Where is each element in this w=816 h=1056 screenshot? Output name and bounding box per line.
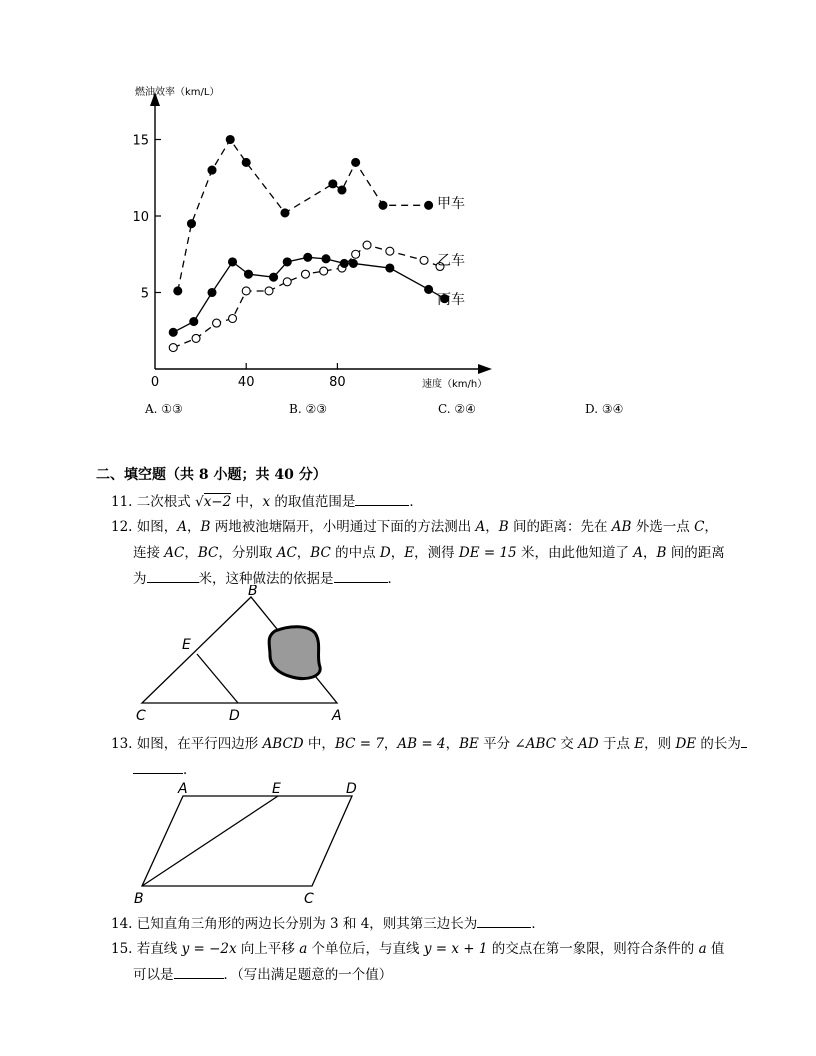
q15-a2: a	[698, 941, 707, 957]
series-0-point-8	[352, 158, 360, 166]
series-2-point-3	[229, 258, 237, 266]
q12-t6: 外选一点	[631, 519, 695, 535]
q12-AC2: AC	[276, 545, 297, 561]
section-title: 二、填空题（共 8 小题；共 40 分）	[96, 467, 327, 483]
fig13-label-d: D	[346, 781, 357, 797]
fuel-efficiency-chart	[130, 78, 500, 393]
fig12-label-a: A	[332, 708, 342, 724]
series-2-point-9	[340, 259, 348, 267]
q11-number: 11.	[111, 494, 133, 510]
series-1-point-10	[352, 250, 360, 258]
q12-BC2: BC	[310, 545, 331, 561]
question-15	[111, 936, 724, 988]
q12-t2: ，	[187, 519, 201, 535]
series-1-point-5	[265, 287, 273, 295]
q14-end: ．	[531, 916, 545, 932]
segment-de	[197, 654, 238, 703]
q12-A3: A	[633, 545, 643, 561]
q12-t1: 12. 如图，	[111, 519, 178, 535]
q12-AC: AC	[164, 545, 185, 561]
series-1-point-1	[192, 334, 200, 342]
series-2	[169, 253, 448, 336]
q12-A2: A	[475, 519, 486, 535]
series-0-point-4	[242, 158, 250, 166]
fig12-label-b: B	[248, 585, 258, 599]
parallelogram-abcd	[142, 796, 352, 886]
q11-end: ．	[409, 494, 423, 510]
q11-text-b: 中，	[231, 494, 263, 510]
q11-var: x	[262, 494, 271, 510]
q12-D: D	[379, 545, 391, 561]
q13-line-1	[111, 731, 747, 757]
fig13-label-a: A	[178, 781, 188, 797]
series-2-point-4	[244, 270, 252, 278]
q12-t18: 为	[133, 571, 147, 587]
series-1-point-12	[386, 247, 394, 255]
series-1-point-3	[229, 315, 237, 323]
series-1-point-11	[363, 241, 371, 249]
q15-t3: 个单位后，与直线	[307, 941, 424, 957]
q12-t11: ，	[296, 545, 311, 561]
q12-t4: ，	[485, 519, 499, 535]
fig12-label-e: E	[182, 637, 191, 653]
q15-line-2	[111, 962, 724, 988]
question-13	[111, 731, 747, 783]
chart-axes	[150, 92, 492, 374]
series-2-point-11	[386, 264, 394, 272]
fig13-label-e: E	[272, 781, 281, 797]
x-tick-label-40: 40	[237, 375, 255, 390]
q12-line-1	[111, 514, 725, 540]
q13-AD: AD	[578, 736, 599, 752]
question-14	[111, 911, 545, 937]
q12-t15: 米，由此他知道了	[516, 545, 634, 561]
series-2-point-7	[304, 253, 312, 261]
q12-line-2	[111, 540, 725, 566]
q11-radical: √x−2	[195, 494, 232, 510]
q15-t2: 向上平移	[236, 941, 300, 957]
q13-E: E	[634, 736, 645, 752]
q12-DE: DE = 15	[458, 545, 517, 561]
q12-E: E	[404, 545, 415, 561]
q13-BE: BE	[459, 736, 479, 752]
fig13-label-c: C	[304, 891, 314, 907]
q11-text-c: 的取值范围是	[270, 494, 356, 510]
q13-AB: AB = 4	[397, 736, 446, 752]
series-2-point-6	[283, 258, 291, 266]
y-axis-label: 燃油效率（km/L）	[135, 87, 220, 98]
q15-t1: 15. 若直线	[111, 941, 182, 957]
fig12-label-d: D	[229, 708, 240, 724]
q11-text-a: 二次根式	[136, 494, 196, 510]
q12-t7: ，	[704, 519, 718, 535]
q12-C: C	[694, 519, 705, 535]
series-label-2: 丙车	[437, 292, 465, 308]
series-1-point-0	[169, 344, 177, 352]
q12-B2: B	[498, 519, 509, 535]
chart-labels	[132, 85, 487, 390]
q13-t1: 13. 如图，在平行四边形	[111, 736, 263, 752]
q15-a: a	[299, 941, 308, 957]
q12-B3: B	[656, 545, 667, 561]
q11-answer-blank[interactable]	[355, 491, 409, 506]
q12-t9: ，	[184, 545, 198, 561]
q12-t20: ．	[387, 571, 401, 587]
choice-a[interactable]: A. ①③	[145, 402, 183, 416]
q15-eq1: y = −2x	[181, 941, 237, 957]
origin-label: 0	[150, 375, 160, 390]
q15-answer-blank[interactable]	[174, 964, 224, 979]
series-2-point-1	[190, 318, 198, 326]
series-2-point-2	[208, 289, 216, 297]
q13-DE: DE	[675, 736, 697, 752]
q13-ABCD: ABCD	[262, 736, 304, 752]
figure-12-triangle	[130, 585, 360, 725]
q12-t8: 连接	[133, 545, 165, 561]
series-1-point-6	[283, 278, 291, 286]
series-2-point-5	[270, 273, 278, 281]
q12-t16: ，	[643, 545, 657, 561]
q13-t4: ，	[445, 736, 460, 752]
series-0-point-9	[379, 201, 387, 209]
q13-angle: ∠ABC	[514, 736, 557, 752]
series-1-point-8	[320, 267, 328, 275]
q13-t8: ，则	[644, 736, 676, 752]
q12-t13: ，	[390, 545, 405, 561]
question-11	[111, 489, 423, 515]
series-label-1: 乙车	[437, 253, 465, 269]
choice-c[interactable]: C. ②④	[438, 402, 476, 416]
y-tick-label-15: 15	[132, 133, 149, 149]
q12-answer-blank-1[interactable]	[147, 568, 199, 583]
y-tick-label-10: 10	[132, 210, 149, 225]
series-0-point-2	[208, 166, 216, 174]
choice-d[interactable]: D. ③④	[585, 402, 624, 416]
series-0-point-7	[338, 186, 346, 194]
fig13-label-b: B	[134, 891, 144, 907]
q12-A: A	[177, 519, 188, 535]
q12-t3: 两地被池塘隔开，小明通过下面的方法测出	[210, 519, 476, 535]
q12-t12: 的中点	[330, 545, 380, 561]
q13-end: ．	[183, 762, 197, 778]
series-1-point-2	[213, 319, 221, 327]
q15-line-1	[111, 936, 724, 962]
series-1-point-4	[242, 287, 250, 295]
q13-t2: 中，	[303, 736, 335, 752]
q13-answer-blank[interactable]	[133, 759, 183, 774]
series-0-point-6	[329, 180, 337, 188]
series-0-point-5	[281, 209, 289, 217]
series-1-point-13	[420, 256, 428, 264]
x-tick-label-80: 80	[329, 375, 346, 390]
q12-BC: BC	[197, 545, 219, 561]
series-0-point-1	[187, 220, 195, 228]
q13-t6: 交	[556, 736, 579, 752]
q13-t9: 的长为	[696, 736, 741, 752]
fig12-label-c: C	[136, 708, 146, 724]
q15-t7: ．（写出满足题意的一个值）	[223, 967, 393, 983]
series-0-point-3	[226, 136, 234, 144]
q12-answer-blank-2[interactable]	[334, 568, 388, 583]
series-2-point-10	[349, 259, 357, 267]
choice-b[interactable]: B. ②③	[289, 402, 327, 416]
q12-B: B	[200, 519, 211, 535]
q13-answer-blank-start[interactable]	[741, 733, 747, 748]
q13-t5: 平分	[478, 736, 515, 752]
q12-t5: 间的距离：先在	[508, 519, 612, 535]
q12-t14: ，测得	[414, 545, 459, 561]
q12-t19: 米，这种做法的依据是	[198, 571, 334, 587]
q15-t4: 的交点在第一象限，则符合条件的	[487, 941, 699, 957]
q13-t3: ，	[383, 736, 398, 752]
pond-shape	[269, 627, 320, 679]
question-12	[111, 514, 725, 592]
figure-13-parallelogram	[130, 778, 370, 908]
q15-eq2: y = x + 1	[423, 941, 488, 957]
series-label-0: 甲车	[437, 196, 465, 212]
q14-answer-blank[interactable]	[477, 913, 531, 928]
series-0-point-0	[174, 287, 182, 295]
y-tick-label-5: 5	[140, 286, 149, 302]
q12-t17: 间的距离	[666, 545, 725, 561]
q15-t5: 值	[706, 941, 725, 957]
x-axis-arrow	[478, 364, 492, 374]
q12-t10: ，分别取	[218, 545, 277, 561]
chart-series	[169, 136, 448, 352]
series-1-point-7	[301, 270, 309, 278]
x-axis-label: 速度（km/h）	[422, 379, 488, 390]
series-2-point-0	[169, 328, 177, 336]
series-0-point-10	[425, 201, 433, 209]
q11-radicand: x−2	[203, 494, 232, 510]
q15-t6: 可以是	[133, 967, 174, 983]
q13-t7: 于点	[598, 736, 635, 752]
series-2-point-12	[425, 285, 433, 293]
q12-AB: AB	[611, 519, 632, 535]
q13-BC: BC = 7	[334, 736, 384, 752]
q14-text: 14. 已知直角三角形的两边长分别为 3 和 4，则其第三边长为	[111, 916, 478, 932]
series-2-point-8	[322, 255, 330, 263]
